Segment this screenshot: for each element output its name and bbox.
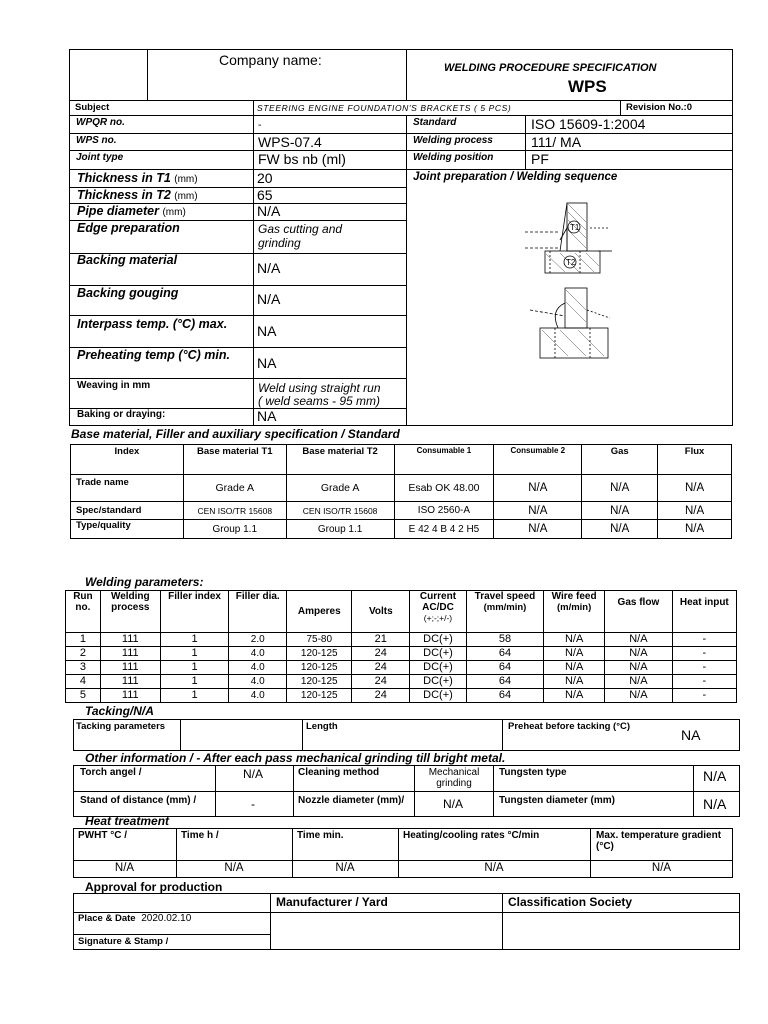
materials-cell: N/A: [582, 502, 658, 520]
materials-cell: N/A: [494, 502, 582, 520]
welding-cell: 64: [466, 647, 543, 661]
welding-cell: 120-125: [287, 647, 352, 661]
thickness-t2-label: Thickness in T2 (mm): [77, 188, 198, 202]
welding-cell: 2: [66, 647, 101, 661]
materials-header-index: Index: [71, 445, 184, 475]
wpqr-label: WPQR no.: [76, 117, 125, 128]
welding-cell: N/A: [605, 661, 673, 675]
table-row: [71, 502, 732, 520]
welding-header-wire-sub: (m/min): [556, 602, 592, 613]
table-row: [66, 633, 737, 647]
wps-title: WELDING PROCEDURE SPECIFICATION: [444, 62, 657, 74]
interpass-temp-label: Interpass temp. (°C) max.: [77, 317, 228, 331]
welding-cell: 24: [352, 661, 410, 675]
tacking-row: [73, 719, 740, 751]
materials-section-title: Base material, Filler and auxiliary specification / Standard: [71, 427, 400, 441]
welding-position-value: PF: [531, 151, 549, 167]
joint-sketch: [520, 198, 620, 363]
tacking-title: Tacking/N/A: [85, 704, 154, 718]
welding-position-label: Welding position: [413, 152, 494, 163]
welding-cell: 5: [66, 689, 101, 703]
revision-label: Revision No.:0: [626, 102, 692, 113]
materials-cell: Esab OK 48.00: [394, 475, 494, 502]
welding-cell: 1: [160, 689, 229, 703]
welding-header-gas: Gas flow: [605, 591, 673, 633]
welding-cell: 120-125: [287, 661, 352, 675]
materials-header-consumable1: Consumable 1: [394, 445, 494, 475]
heat-treatment-title: Heat treatment: [85, 814, 170, 828]
welding-cell: 4: [66, 675, 101, 689]
materials-cell: CEN ISO/TR 15608: [183, 502, 286, 520]
weaving-label: Weaving in mm: [77, 380, 151, 391]
materials-cell: E 42 4 B 4 2 H5: [394, 520, 494, 539]
time-min-value: N/A: [335, 862, 355, 874]
table-row: [71, 520, 732, 539]
welding-cell: 1: [160, 675, 229, 689]
welding-cell: 2.0: [229, 633, 287, 647]
welding-header-wire-label: Wire feed: [551, 591, 597, 602]
cleaning-method-value-1: Mechanical: [428, 767, 480, 778]
tungsten-diameter-value: N/A: [703, 796, 727, 812]
welding-cell: -: [672, 661, 736, 675]
welding-cell: N/A: [605, 633, 673, 647]
wps-no-value: WPS-07.4: [258, 134, 322, 150]
welding-cell: DC(+): [410, 633, 467, 647]
thickness-t2-value: 65: [257, 187, 273, 203]
tacking-preheat-label: Preheat before tacking (°C): [508, 721, 631, 732]
welding-cell: N/A: [544, 675, 605, 689]
materials-cell: Type/quality: [71, 520, 184, 539]
place-date-label: Place & Date: [78, 913, 136, 924]
welding-cell: 64: [466, 661, 543, 675]
preheating-temp-value: NA: [257, 355, 277, 371]
welding-section-title: Welding parameters:: [85, 575, 204, 589]
time-h-value: N/A: [224, 862, 244, 874]
welding-cell: N/A: [605, 675, 673, 689]
welding-cell: -: [672, 633, 736, 647]
welding-cell: DC(+): [410, 689, 467, 703]
joint-type-label: Joint type: [76, 152, 124, 163]
welding-cell: 120-125: [287, 675, 352, 689]
table-row: [66, 661, 737, 675]
time-h-label: Time h /: [181, 830, 219, 841]
materials-cell: Group 1.1: [183, 520, 286, 539]
welding-cell: 1: [160, 661, 229, 675]
pipe-diameter-label: Pipe diameter (mm): [77, 204, 186, 218]
welding-header-filler-index: Filler index: [160, 591, 229, 633]
stand-distance-value: -: [251, 797, 255, 811]
stand-distance-label: Stand of distance (mm) /: [80, 795, 197, 806]
materials-cell: Spec/standard: [71, 502, 184, 520]
welding-cell: 24: [352, 689, 410, 703]
edge-preparation-label: Edge preparation: [77, 221, 180, 235]
backing-material-label: Backing material: [77, 253, 178, 267]
welding-cell: 111: [100, 647, 160, 661]
welding-cell: N/A: [544, 647, 605, 661]
backing-material-value: N/A: [257, 260, 281, 276]
materials-cell: N/A: [494, 520, 582, 539]
welding-cell: 111: [100, 661, 160, 675]
wpqr-value: -: [258, 119, 262, 131]
joint-type-value: FW bs nb (ml): [258, 151, 346, 167]
tacking-preheat-value: NA: [681, 727, 701, 743]
sketch-t2-label: T2: [566, 258, 576, 267]
welding-header-current: [410, 591, 467, 633]
subject-value: STEERING ENGINE FOUNDATION'S BRACKETS ( 5 PCS): [257, 103, 512, 113]
interpass-temp-value: NA: [257, 323, 277, 339]
cleaning-method-label: Cleaning method: [298, 767, 380, 778]
welding-table: [65, 590, 737, 703]
edge-preparation-value-1: Gas cutting and: [258, 222, 343, 236]
materials-cell: Group 1.1: [286, 520, 394, 539]
table-row: [66, 689, 737, 703]
welding-cell: -: [672, 647, 736, 661]
welding-header-amperes: Amperes: [287, 591, 352, 633]
welding-cell: 4.0: [229, 647, 287, 661]
pipe-diameter-value: N/A: [257, 203, 281, 219]
standard-value: ISO 15609-1:2004: [531, 116, 646, 132]
welding-process-label: Welding process: [413, 135, 493, 146]
nozzle-diameter-value: N/A: [443, 797, 464, 811]
manufacturer-label: Manufacturer / Yard: [276, 895, 388, 909]
materials-cell: N/A: [582, 475, 658, 502]
welding-header-process: Welding process: [100, 591, 160, 633]
place-date-value: 2020.02.10: [141, 913, 192, 924]
backing-gouging-value: N/A: [257, 291, 281, 307]
materials-cell: ISO 2560-A: [394, 502, 494, 520]
welding-cell: 111: [100, 689, 160, 703]
welding-header-current-sub: (+;-;+/-): [423, 613, 453, 623]
nozzle-diameter-label: Nozzle diameter (mm)/: [298, 795, 405, 806]
table-row: [71, 475, 732, 502]
baking-label: Baking or draying:: [77, 409, 166, 420]
heating-rates-label: Heating/cooling rates °C/min: [403, 830, 540, 841]
classification-society-label: Classification Society: [508, 895, 633, 909]
welding-cell: N/A: [605, 689, 673, 703]
temperature-gradient-label-2: (°C): [596, 841, 614, 852]
welding-cell: 4.0: [229, 689, 287, 703]
time-min-label: Time min.: [297, 830, 344, 841]
sketch-t1-label: T1: [570, 223, 580, 232]
welding-cell: N/A: [544, 689, 605, 703]
welding-cell: 111: [100, 675, 160, 689]
pwht-value: N/A: [114, 862, 135, 874]
materials-cell: N/A: [658, 475, 732, 502]
welding-cell: 1: [160, 647, 229, 661]
materials-header-consumable2: Consumable 2: [494, 445, 582, 475]
weaving-value-2: ( weld seams - 95 mm): [258, 394, 381, 408]
welding-cell: 4.0: [229, 661, 287, 675]
place-date: [78, 913, 191, 924]
welding-header-speed-label: Travel speed: [474, 591, 536, 602]
welding-cell: -: [672, 675, 736, 689]
welding-cell: N/A: [544, 661, 605, 675]
materials-cell: N/A: [658, 520, 732, 539]
table-row: [66, 647, 737, 661]
welding-header-volts: Volts: [352, 591, 410, 633]
welding-header-filler-dia: Filler dia.: [229, 591, 287, 633]
torch-angle-label: Torch angel /: [80, 767, 142, 778]
welding-header-current-label: Current AC/DC: [419, 591, 457, 613]
thickness-t1-value: 20: [257, 170, 273, 186]
welding-cell: N/A: [605, 647, 673, 661]
welding-cell: 64: [466, 689, 543, 703]
tungsten-type-label: Tungsten type: [499, 767, 567, 778]
wps-no-label: WPS no.: [76, 135, 117, 146]
table-row: [66, 675, 737, 689]
materials-cell: Grade A: [183, 475, 286, 502]
wps-short-title: WPS: [568, 77, 607, 96]
welding-header-speed-sub: (mm/min): [483, 602, 527, 613]
pwht-label: PWHT °C /: [78, 830, 127, 841]
weaving-value-1: Weld using straight run: [258, 381, 381, 395]
torch-angle-value: N/A: [243, 767, 264, 781]
welding-cell: 4.0: [229, 675, 287, 689]
welding-cell: 1: [66, 633, 101, 647]
preheating-temp-label: Preheating temp (°C) min.: [77, 348, 230, 362]
welding-cell: DC(+): [410, 661, 467, 675]
subject-label: Subject: [75, 102, 110, 113]
welding-cell: 111: [100, 633, 160, 647]
welding-cell: 120-125: [287, 689, 352, 703]
tacking-length-label: Length: [306, 721, 338, 732]
joint-preparation-label: Joint preparation / Welding sequence: [413, 171, 618, 183]
other-info-title: Other information / - After each pass mechanical grinding till bright metal.: [85, 751, 506, 765]
temperature-gradient-label-1: Max. temperature gradient: [596, 830, 722, 841]
welding-cell: 75-80: [287, 633, 352, 647]
materials-cell: N/A: [494, 475, 582, 502]
tacking-params-label: Tacking parameters: [76, 721, 166, 732]
materials-header-gas: Gas: [582, 445, 658, 475]
tungsten-diameter-label: Tungsten diameter (mm): [499, 795, 615, 806]
materials-cell: CEN ISO/TR 15608: [286, 502, 394, 520]
welding-cell: 21: [352, 633, 410, 647]
backing-gouging-label: Backing gouging: [77, 286, 179, 300]
materials-cell: Grade A: [286, 475, 394, 502]
welding-cell: N/A: [544, 633, 605, 647]
welding-cell: 64: [466, 675, 543, 689]
materials-header-bm1: Base material T1: [183, 445, 286, 475]
materials-cell: N/A: [582, 520, 658, 539]
materials-header-bm2: Base material T2: [286, 445, 394, 475]
welding-cell: 1: [160, 633, 229, 647]
welding-cell: 24: [352, 675, 410, 689]
materials-table: [70, 444, 732, 539]
approval-title: Approval for production: [85, 880, 223, 894]
standard-label: Standard: [413, 117, 457, 128]
tungsten-type-value: N/A: [703, 768, 727, 784]
heating-rates-value: N/A: [484, 862, 504, 874]
welding-header-run: Run no.: [66, 591, 101, 633]
welding-cell: 3: [66, 661, 101, 675]
welding-header-wire: [544, 591, 605, 633]
signature-stamp-label: Signature & Stamp /: [78, 936, 169, 947]
materials-cell: Trade name: [71, 475, 184, 502]
temperature-gradient-value: N/A: [651, 862, 672, 874]
edge-preparation-value-2: grinding: [258, 236, 301, 250]
materials-cell: N/A: [658, 502, 732, 520]
welding-header-heat: Heat input: [672, 591, 736, 633]
company-name-label: Company name:: [219, 52, 322, 68]
welding-header-speed: [466, 591, 543, 633]
header-block: [69, 49, 733, 101]
materials-header-flux: Flux: [658, 445, 732, 475]
welding-cell: -: [672, 689, 736, 703]
welding-cell: DC(+): [410, 675, 467, 689]
welding-cell: DC(+): [410, 647, 467, 661]
welding-cell: 24: [352, 647, 410, 661]
welding-process-value: 111/ MA: [531, 134, 582, 150]
thickness-t1-label: Thickness in T1 (mm): [77, 171, 198, 185]
baking-value: NA: [257, 408, 277, 424]
welding-cell: 58: [466, 633, 543, 647]
cleaning-method-value-2: grinding: [436, 778, 472, 789]
